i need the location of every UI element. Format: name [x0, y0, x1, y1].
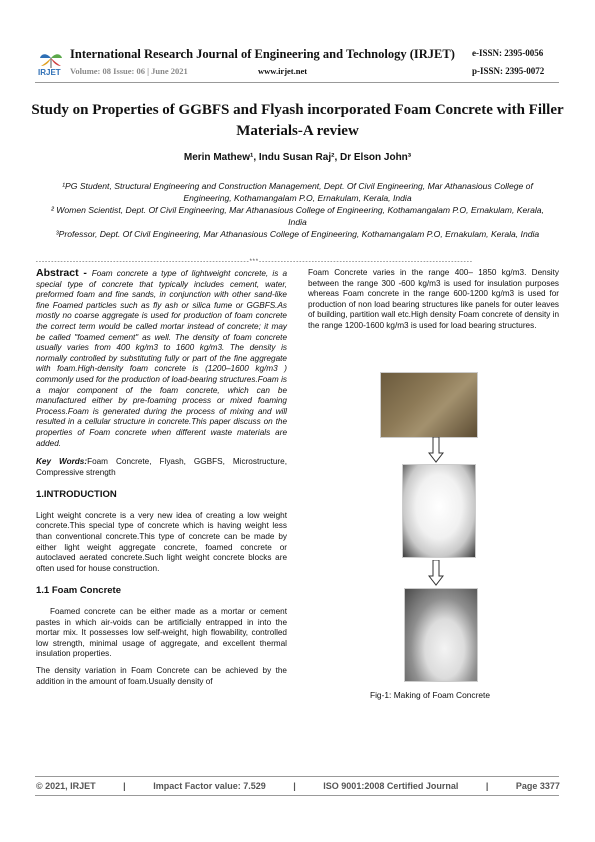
paper-title: Study on Properties of GGBFS and Flyash incorporated Foam Concrete with Filler Materials-A review: [31, 102, 564, 139]
left-column: [36, 268, 287, 693]
journal-website[interactable]: www.irjet.net: [258, 66, 308, 76]
footer-divider: |: [123, 781, 126, 791]
footer-divider: |: [485, 781, 489, 791]
figure-caption: Fig-1: Making of Foam Concrete: [369, 690, 491, 700]
footer-iso: ISO 9001:2008 Certified Journal: [323, 781, 459, 791]
foam-paragraph-2: The density variation in Foam Concrete can be achieved by the addition in the amount of foam.Usually density of: [36, 666, 287, 686]
logo-text: IRJET: [38, 68, 61, 77]
section-heading-foam-concrete: 1.1 Foam Concrete: [36, 585, 121, 597]
footer-divider: |: [293, 781, 296, 791]
section-heading-introduction: 1.INTRODUCTION: [36, 489, 117, 501]
page-footer: [36, 781, 560, 791]
down-arrow-icon: [428, 437, 444, 463]
foam-paragraph-1: Foamed concrete can be either made as a mortar or cement pastes in which air-voids can be artificially entrapped in into the mortar mix. It possesses low self-weight, high flowability, controlled low strength, minimal usage of aggregate, and excellent thermal insulation properties.: [36, 607, 287, 659]
footer-page-number: Page 3377: [515, 781, 560, 791]
abstract-heading: Abstract -: [36, 267, 92, 279]
separator-line: ---------------------------------------------------------------------***---------------------------------------------------------------------: [35, 258, 473, 265]
density-paragraph: Foam Concrete varies in the range 400– 1850 kg/m3. Density between the range 300 -600 kg/m3 is used for insulation purposes whereas Foam concrete in the range 600-1200 kg/m3 is used for production of non load bearing structures like panels for outer leaves of building, partition wall etc.High density Foam concrete of density in the range 1200-1600 kg/m3 is used for load bearing structures.: [308, 268, 559, 330]
right-column: [308, 268, 559, 338]
affiliation-2: ² Women Scientist, Dept. Of Civil Engineering, Mar Athanasious College of Engineering, Kothamangalam P.O, Ernakulam, Kerala, India: [51, 205, 544, 227]
figure-photo-foam-mix: [404, 588, 478, 682]
footer-copyright: © 2021, IRJET: [36, 781, 96, 791]
footer-rule: [35, 776, 559, 777]
authors: Merin Mathew¹, Indu Susan Raj², Dr Elson John³: [183, 152, 412, 163]
p-issn: p-ISSN: 2395-0072: [472, 66, 545, 76]
intro-paragraph: Light weight concrete is a very new idea of creating a low weight concrete.This special type of concrete which is having weight less than conventional concrete.This type of concrete can be made by either light weight aggregate concrete, foamed concrete or autoclaved aerated concrete.Such light weight concrete blocks are often used for house construction.: [36, 510, 287, 573]
keywords: [36, 457, 287, 478]
down-arrow-icon: [428, 560, 444, 586]
volume-issue: Volume: 08 Issue: 06 | June 2021: [70, 66, 188, 76]
keywords-body: Foam Concrete, Flyash, GGBFS, Microstructure, Compressive strength: [36, 457, 287, 477]
affiliation-3: ³Professor, Dept. Of Civil Engineering, Mar Athanasious College of Engineering, Kothamangalam P.O, Ernakulam, Kerala, India: [55, 229, 540, 239]
abstract: [36, 268, 287, 449]
footer-impact-factor: Impact Factor value: 7.529: [153, 781, 266, 791]
header-rule: [35, 82, 559, 83]
affiliations: [45, 180, 550, 240]
figure-photo-mixing: [380, 372, 478, 438]
e-issn: e-ISSN: 2395-0056: [472, 48, 544, 58]
figure-photo-foam: [402, 464, 476, 558]
footer-rule-bottom: [35, 795, 559, 796]
keywords-heading: Key Words:: [36, 457, 88, 467]
abstract-body: Foam concrete a type of lightweight concrete, is a special type of concrete that typically includes cement, water, preformed foam and fine sands, in conjunction with other sand-like fine Foamed particles such as fly ash or silica fume or GGBFS.As mostly no coarse aggregate is used for production of foam concrete the correct term would be called mortar instead of concrete; it may be called "foamed cement" as well. The density of foam concrete usually varies from 400 kg/m3 to 1600 kg/m3. The density is normally controlled by substituting fully or part of the fine aggregate with foam.High-density foam concrete is (1200–1600 kg/m3 ) commonly used for the production of load-bearing structures.Foam is a major component of the foam concrete, which can be manufactured either by pre-foaming process or mixed foaming Process.Foam is generated during the process of mixing and will resulted in a cellular structure in concrete.This paper discuss on the properties of Foam concrete when different waste materials are added.: [36, 269, 287, 448]
journal-name: International Research Journal of Engineering and Technology (IRJET): [70, 47, 455, 61]
affiliation-1: ¹PG Student, Structural Engineering and Construction Management, Dept. Of Civil Engineering, Mar Athanasious College of Engineering, Kothamangalam P.O, Ernakulam, Kerala, India: [62, 181, 533, 203]
